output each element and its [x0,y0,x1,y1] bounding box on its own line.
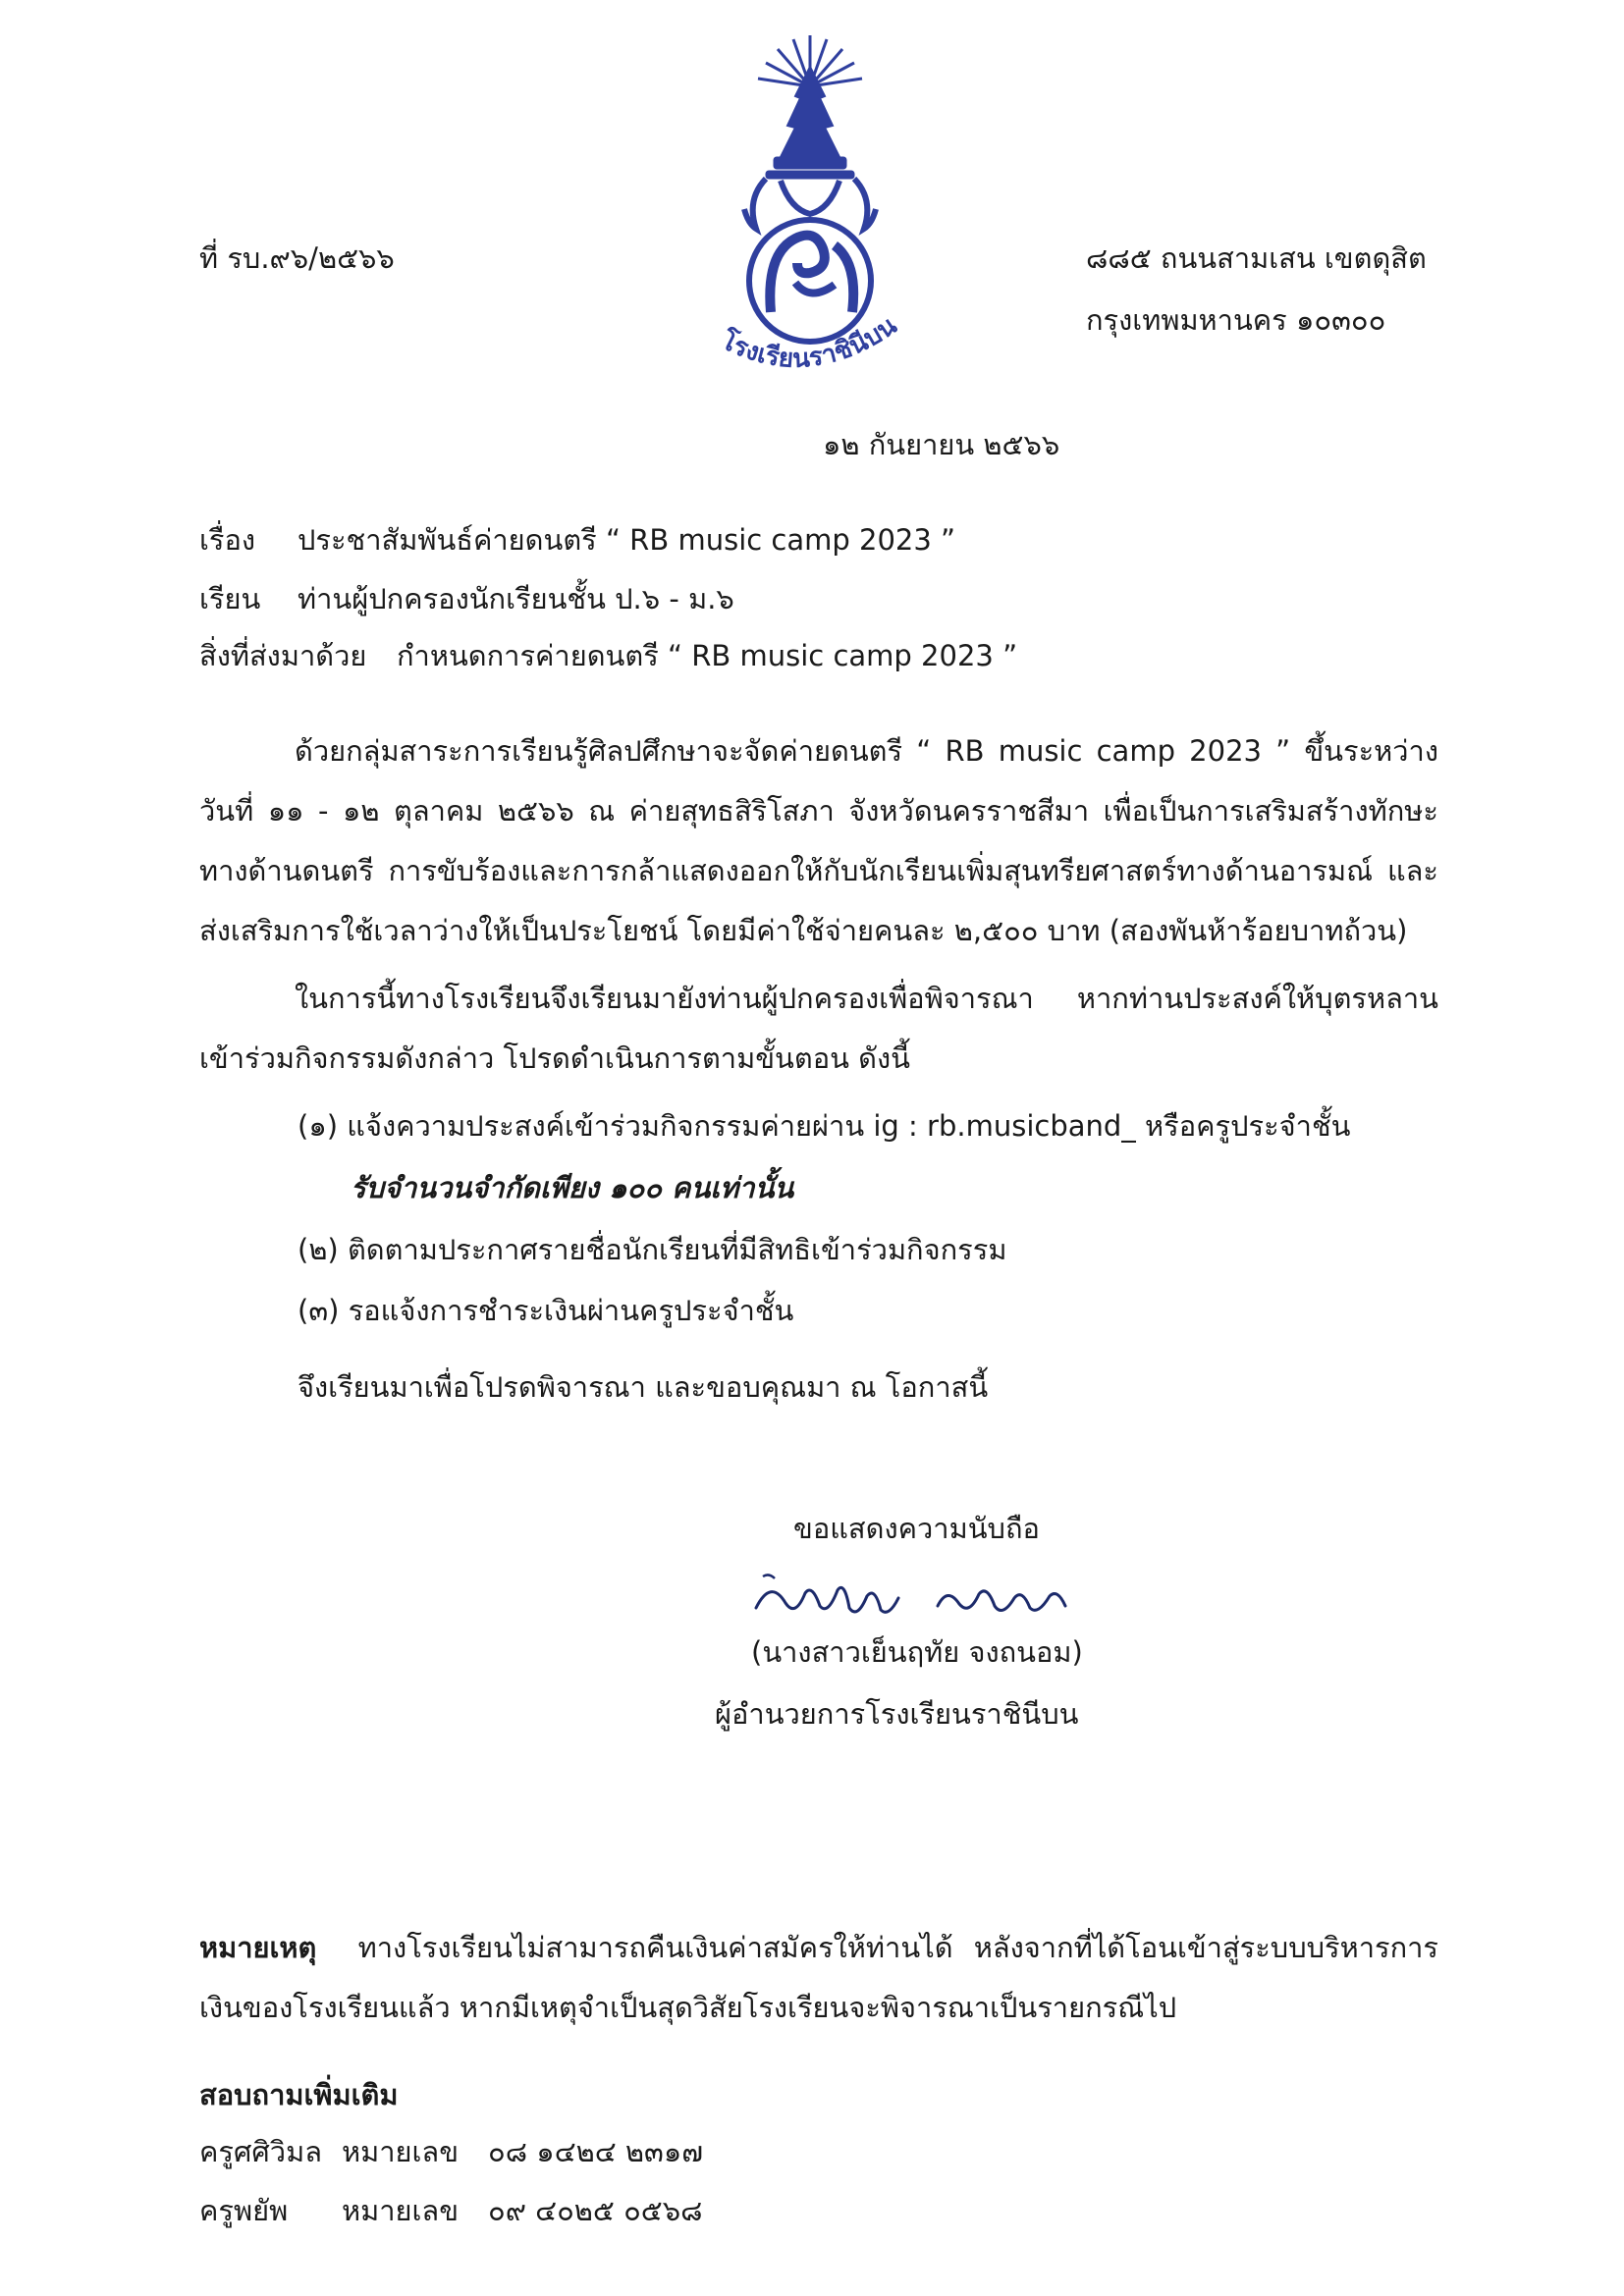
school-logo [687,27,933,400]
svg-text:โรงเรียนราชินีบน: โรงเรียนราชินีบน [716,310,902,374]
salutation: ขอแสดงความนับถือ [793,1512,1040,1545]
subject-text: ประชาสัมพันธ์ค่ายดนตรี “ RB music camp 2023 ” [298,523,956,557]
address-line-1: ๘๘๕ ถนนสามเสน เขตดุสิต [1086,241,1427,275]
step-2: (๒) ติดตามประกาศรายชื่อนักเรียนที่มีสิทธิเข้าร่วมกิจกรรม [298,1233,1007,1266]
letter-date: ๑๒ กันยายน ๒๕๖๖ [823,428,1060,461]
signatory-position: ผู้อำนวยการโรงเรียนราชินีบน [715,1697,1079,1731]
step-3: (๓) รอแจ้งการชำระเงินผ่านครูประจำชั้น [298,1294,794,1327]
enclosure-label: สิ่งที่ส่งมาด้วย [199,639,367,672]
recipient-label: เรียน [199,582,261,615]
contact-row-label: หมายเลข [342,2194,460,2227]
handwritten-signature [751,1569,1085,1629]
closing-line: จึงเรียนมาเพื่อโปรดพิจารณา และขอบคุณมา ณ โอกาสนี้ [298,1370,989,1404]
remark-label: หมายเหตุ [199,1931,317,1964]
contact-row-phone: ๐๘ ๑๔๒๔ ๒๓๑๗ [488,2135,704,2168]
body-paragraph-1: ด้วยกลุ่มสาระการเรียนรู้ศิลปศึกษาจะจัดค่ายดนตรี “ RB music camp 2023 ” ขึ้นระหว่างวันที่ ๑๑ - ๑๒ ตุลาคม ๒๕๖๖ ณ ค่ายสุทธสิริโสภา จังหวัดนครราชสีมา เพื่อเป็นการเสริมสร้างทักษะทางด้านดนตรี การขับร้องและการกล้าแสดงออกให้กับนักเรียนเพิ่มสุนทรียศาสตร์ทางด้านอารมณ์ และส่งเสริมการใช้เวลาว่างให้เป็นประโยชน์ โดยมีค่าใช้จ่ายคนละ ๒,๕๐๐ บาท (สองพันห้าร้อยบาทถ้วน) [199,734,1438,947]
contact-row-name: ครูพยัพ [199,2194,289,2227]
remark-paragraph [199,1918,1438,2038]
step-1: (๑) แจ้งความประสงค์เข้าร่วมกิจกรรมค่ายผ่าน ig : rb.musicband_ หรือครูประจำชั้น [298,1109,1351,1143]
contact-row-label: หมายเลข [342,2135,460,2168]
contact-row-name: ครูศศิวิมล [199,2135,322,2168]
signatory-name: (นางสาวเย็นฤทัย จงถนอม) [751,1635,1083,1669]
address-line-2: กรุงเทพมหานคร ๑๐๓๐๐ [1086,303,1386,337]
contact-row-phone: ๐๙ ๔๐๒๕ ๐๕๖๘ [488,2194,703,2227]
enclosure-text: กำหนดการค่ายดนตรี “ RB music camp 2023 ” [397,639,1018,672]
recipient-text: ท่านผู้ปกครองนักเรียนชั้น ป.๖ - ม.๖ [298,582,734,615]
reference-number: ที่ รบ.๙๖/๒๕๖๖ [199,241,395,275]
remark-text: ทางโรงเรียนไม่สามารถคืนเงินค่าสมัครให้ท่านได้ หลังจากที่ได้โอนเข้าสู่ระบบบริหารการเงินของโรงเรียนแล้ว หากมีเหตุจำเป็นสุดวิสัยโรงเรียนจะพิจารณาเป็นรายกรณีไป [199,1931,1439,2024]
subject-label: เรื่อง [199,523,256,557]
step-1-note: รับจำนวนจำกัดเพียง ๑๐๐ คนเท่านั้น [351,1171,794,1204]
contact-title: สอบถามเพิ่มเติม [199,2078,399,2111]
body-paragraph-2: ในการนี้ทางโรงเรียนจึงเรียนมายังท่านผู้ปกครองเพื่อพิจารณา หากท่านประสงค์ให้บุตรหลานเข้าร่วมกิจกรรมดังกล่าว โปรดดำเนินการตามขั้นตอน ดังนี้ [199,982,1438,1075]
